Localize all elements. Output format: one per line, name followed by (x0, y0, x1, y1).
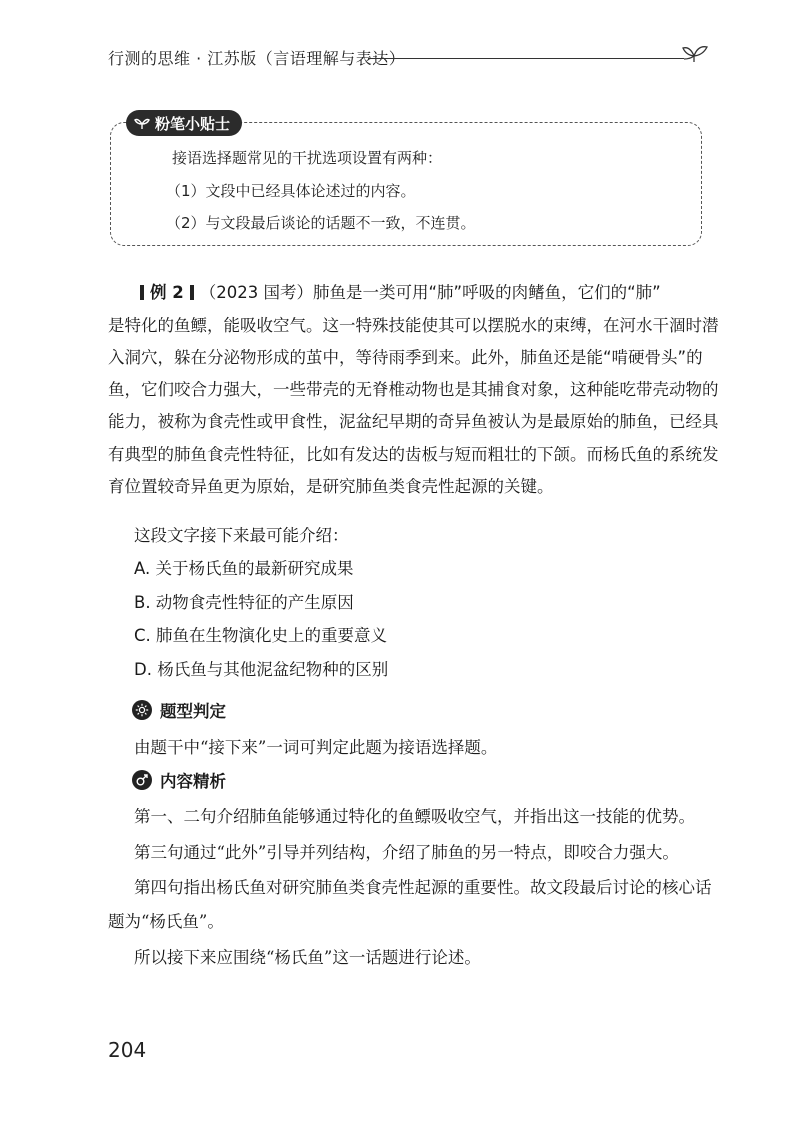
type-section-title (132, 698, 226, 722)
tip-line: （1）文段中已经具体论述过的内容。 (166, 182, 416, 200)
example-text: 能力，被称为食壳性或甲食性，泥盆纪早期的奇异鱼被认为是最原始的肺鱼，已经具 (108, 412, 719, 431)
analysis-line: 题为“杨氏鱼”。 (108, 912, 224, 931)
example-text: 鱼，它们咬合力强大，一些带壳的无脊椎动物也是其捕食对象，这种能吃带壳动物的 (108, 380, 719, 399)
option-b: B. 动物食壳性特征的产生原因 (134, 593, 354, 612)
option-d: D. 杨氏鱼与其他泥盆纪物种的区别 (134, 660, 389, 679)
option-a: A. 关于杨氏鱼的最新研究成果 (134, 559, 354, 578)
option-c: C. 肺鱼在生物演化史上的重要意义 (134, 626, 388, 645)
example-first-line (134, 279, 661, 303)
analysis-line: 第三句通过“此外”引导并列结构，介绍了肺鱼的另一特点，即咬合力强大。 (134, 843, 679, 862)
sun-icon (132, 700, 152, 720)
analysis-section-label: 内容精析 (160, 772, 226, 791)
example-text: （2023 国考）肺鱼是一类可用“肺”呼吸的肉鳍鱼，它们的“肺” (199, 283, 661, 302)
sprout-icon (680, 40, 710, 70)
example-text: 有典型的肺鱼食壳性特征，比如有发达的齿板与短而粗壮的下颌。而杨氏鱼的系统发 (108, 445, 719, 464)
example-text: 是特化的鱼鳔，能吸收空气。这一特殊技能使其可以摆脱水的束缚，在河水干涸时潜 (108, 316, 719, 335)
example-text: 育位置较奇异鱼更为原始，是研究肺鱼类食壳性起源的关键。 (108, 477, 554, 496)
tip-badge-label: 粉笔小贴士 (155, 114, 231, 133)
analysis-line: 第四句指出杨氏鱼对研究肺鱼类食壳性起源的重要性。故文段最后讨论的核心话 (134, 878, 712, 897)
running-header: 行测的思维 · 江苏版（言语理解与表达） (108, 49, 406, 68)
type-section-text: 由题干中“接下来”一词可判定此题为接语选择题。 (134, 738, 498, 757)
analysis-icon (132, 770, 152, 790)
analysis-section-title (132, 768, 226, 792)
analysis-line: 第一、二句介绍肺鱼能够通过特化的鱼鳔吸收空气，并指出这一技能的优势。 (134, 807, 695, 826)
example-marker-left (140, 285, 144, 300)
analysis-line: 所以接下来应围绕“杨氏鱼”这一话题进行论述。 (134, 948, 481, 967)
question-stem: 这段文字接下来最可能介绍： (134, 526, 349, 545)
header-rule (368, 58, 684, 59)
example-marker-right (190, 285, 194, 300)
example-label: 例 2 (150, 283, 184, 302)
type-section-label: 题型判定 (160, 702, 226, 721)
tip-line: 接语选择题常见的干扰选项设置有两种： (172, 149, 443, 167)
tip-badge (126, 110, 242, 136)
page-number: 204 (108, 1038, 147, 1062)
tip-line: （2）与文段最后谈论的话题不一致，不连贯。 (166, 214, 476, 232)
sprout-icon (134, 116, 150, 130)
example-text: 入洞穴，躲在分泌物形成的茧中，等待雨季到来。此外，肺鱼还是能“啃硬骨头”的 (108, 348, 703, 367)
